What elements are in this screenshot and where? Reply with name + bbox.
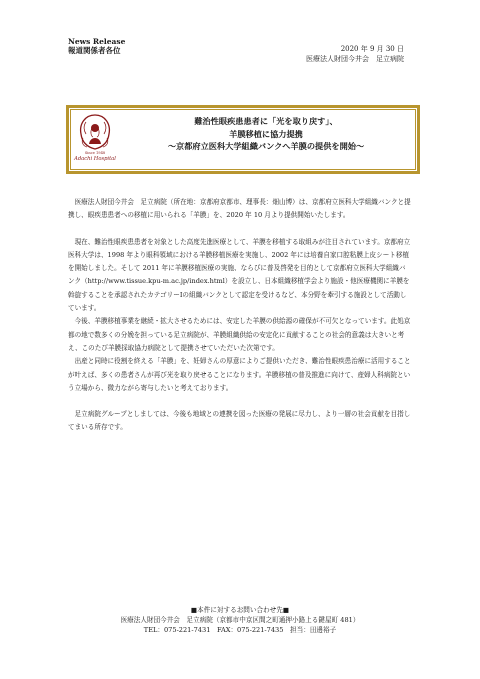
- press-release-body: [68, 196, 412, 435]
- logo-since: Since 1948: [84, 151, 106, 155]
- logo-name: Adachi Hospital: [74, 156, 116, 162]
- headline-line3: ～京都府立医科大学組織バンクへ羊膜の提供を開始～: [167, 141, 365, 151]
- headline-frame: [66, 105, 420, 174]
- paragraph-closing: 足立病院グループとしましては、今後も地域との連携を図った医療の発展に尽力し、より一層の社会貢献を目指してまいる所存です。: [68, 410, 411, 432]
- hospital-logo: [73, 112, 117, 169]
- contact-block: [68, 605, 412, 635]
- audience-label: 報道関係者各位: [68, 46, 121, 55]
- contact-address: 医療法人財団今井会 足立病院（京都市中京区間之町通押小路上る鍵屋町 481）: [120, 616, 360, 624]
- headline-line2: 羊膜移植に協力提携: [229, 128, 303, 139]
- headline: [121, 115, 411, 153]
- organization-name: 医療法人財団今井会 足立病院: [306, 55, 404, 63]
- paragraph-intro: 医療法人財団今井会 足立病院（所在地：京都府京都市、理事長：畑山博）は、京都府立医科大学組織バンクと提携し、眼疾患患者への移植に用いられる「羊膜」を、2020 年 10 月より提供開始いたします。: [68, 198, 411, 220]
- paragraph-purpose: 今後、羊膜移植事業を継続・拡大させるためには、安定した羊膜の供給源の確保が不可欠となっています。此処京都の地で数多くの分娩を担っている足立病院が、羊膜組織供給の安定化に貢献することの社会的意義は大きいと考え、このたび羊膜採取協力病院として提携させていただいた次第です。: [68, 317, 411, 352]
- release-date: 2020 年 9 月 30 日: [340, 45, 404, 53]
- contact-phone: TEL：075-221-7431 FAX：075-221-7435 担当：田邊裕子: [143, 626, 337, 634]
- paragraph-background: 現在、難治性眼疾患患者を対象とした高度先進医療として、羊膜を移植する取組みが注目されています。京都府立医科大学は、1998 年より眼科領域における羊膜移植医療を実施し、2002 年には培養自家口腔粘膜上皮シート移植を開始しました。そして 2011 年に羊膜移植医療の実施、ならびに普及啓発を目的として京都府立医科大学組織バンク（http://www.tissue.kpu-m.ac.jp/index.html）を設立し、日本組織移植学会より施設・他医療機関に羊膜を斡旋することを承認されたカテゴリーⅠの組織バンクとして認定を受けるなど、本分野を牽引する施設として活動しています。: [68, 237, 411, 313]
- contact-heading: ■本件に対するお問い合わせ先■: [190, 606, 290, 614]
- release-label: News Release: [68, 37, 126, 46]
- release-header: [68, 37, 125, 55]
- release-meta: [306, 44, 404, 64]
- headline-line1: 難治性眼疾患患者に「光を取り戻す」、: [194, 116, 338, 126]
- paragraph-significance: 出産と同時に役割を終える「羊膜」を、妊婦さんの厚意によりご提供いただき、難治性眼疾患治療に活用することが叶えば、多くの患者さんが再び光を取り戻せることになります。羊膜移植の普及推進に向けて、産婦人科病院という立場から、微力ながら寄与したいと考えております。: [68, 357, 411, 392]
